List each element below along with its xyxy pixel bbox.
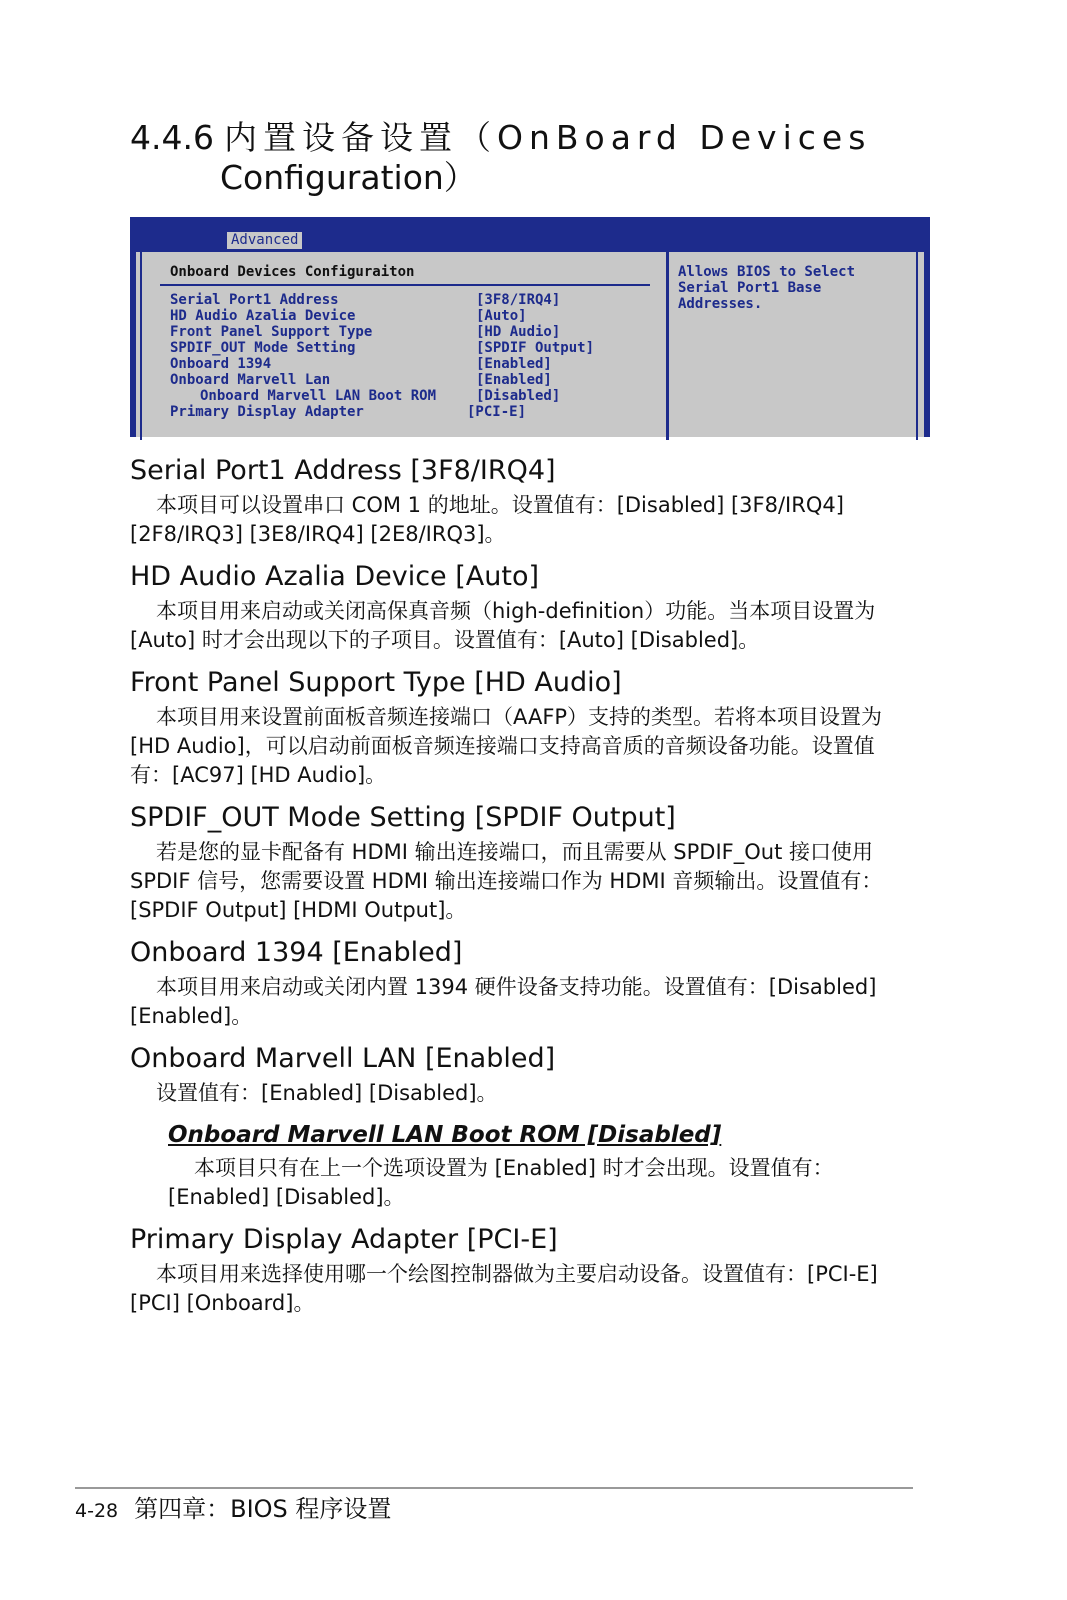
item-description: 设置值有：[Enabled] [Disabled]。 [156,1081,498,1105]
menu-item-serial-port1[interactable] [170,292,670,308]
menu-item-value[interactable]: [Enabled] [476,356,552,372]
footer-divider [75,1487,913,1489]
menu-item-marvell-lan[interactable] [170,372,670,388]
item-description: 本项目用来选择使用哪一个绘图控制器做为主要启动设备。设置值有：[PCI-E] [PCI] [Onboard]。 [130,1262,878,1315]
item-description: 本项目用来设置前面板音频连接端口（AAFP）支持的类型。若将本项目设置为 [HD Audio]，可以启动前面板音频连接端口支持高音质的音频设备功能。设置值有：[AC97] [HD Audio]。 [130,705,883,787]
menu-item-label: Onboard 1394 [170,356,272,372]
section-heading [130,118,930,198]
menu-item-value[interactable]: [SPDIF Output] [476,340,595,356]
section-title: 内置设备设置（OnBoard Devices [223,118,872,157]
item-description: 若是您的显卡配备有 HDMI 输出连接端口，而且需要从 SPDIF_Out 接口使用 SPDIF 信号，您需要设置 HDMI 输出连接端口作为 HDMI 音频输出。设置值有：[SPDIF Output] [HDMI Output]。 [130,840,883,922]
menu-item-value[interactable]: [Disabled] [476,388,561,404]
menu-item-label: HD Audio Azalia Device [170,308,356,324]
item-marvell-lan [130,1043,914,1212]
help-line: Allows BIOS to Select [678,264,856,280]
subitem-description: 本项目只有在上一个选项设置为 [Enabled] 时才会出现。设置值有：[Enabled] [Disabled]。 [168,1156,834,1209]
menu-item-value[interactable]: [HD Audio] [476,324,561,340]
item-title: Onboard 1394 [Enabled] [130,937,463,968]
menu-item-label: Onboard Marvell LAN Boot ROM [200,388,437,404]
item-title: Primary Display Adapter [PCI-E] [130,1224,558,1255]
item-primary-display [130,1224,914,1318]
item-description: 本项目用来启动或关闭内置 1394 硬件设备支持功能。设置值有：[Disabled] [Enabled]。 [130,975,877,1028]
item-onboard-1394 [130,937,914,1031]
item-serial-port1 [130,455,914,549]
page-footer [75,1494,391,1526]
panel-border-left [140,252,142,440]
bios-panel [136,249,924,437]
menu-item-spdif-out[interactable] [170,340,670,356]
bios-tab-bar [130,217,930,249]
page-number: 4-28 [75,1500,119,1522]
item-title: SPDIF_OUT Mode Setting [SPDIF Output] [130,802,676,833]
subitem-title: Onboard Marvell LAN Boot ROM [Disabled] [168,1122,722,1148]
section-number: 4.4.6 [130,118,214,157]
menu-item-value[interactable]: [Enabled] [476,372,552,388]
menu-item-primary-display[interactable] [170,404,670,420]
item-title: HD Audio Azalia Device [Auto] [130,561,539,592]
menu-item-label: SPDIF_OUT Mode Setting [170,340,356,356]
panel-title-underline [160,284,650,286]
menu-item-marvell-boot-rom[interactable] [170,388,670,404]
tab-advanced[interactable]: Advanced [227,232,302,249]
item-description: 本项目可以设置串口 COM 1 的地址。设置值有：[Disabled] [3F8/IRQ4] [2F8/IRQ3] [3E8/IRQ4] [2E8/IRQ3]。 [130,493,844,546]
bios-screenshot [130,217,930,437]
item-front-panel [130,667,914,790]
menu-item-value[interactable]: [PCI-E] [467,404,527,420]
panel-title: Onboard Devices Configuraiton [170,264,415,280]
menu-item-front-panel[interactable] [170,324,670,340]
menu-item-onboard-1394[interactable] [170,356,670,372]
menu-item-label: Primary Display Adapter [170,404,364,420]
item-title: Serial Port1 Address [3F8/IRQ4] [130,455,556,486]
menu-item-value[interactable]: [Auto] [476,308,527,324]
item-hd-audio [130,561,914,655]
item-title: Front Panel Support Type [HD Audio] [130,667,622,698]
menu-item-hd-audio[interactable] [170,308,670,324]
bios-menu [170,292,670,420]
menu-item-label: Serial Port1 Address [170,292,339,308]
help-line: Serial Port1 Base [678,280,822,296]
chapter-title: 第四章：BIOS 程序设置 [134,1495,392,1523]
menu-item-label: Front Panel Support Type [170,324,373,340]
menu-item-label: Onboard Marvell Lan [170,372,331,388]
section-title-line2: Configuration） [220,158,477,197]
menu-item-value[interactable]: [3F8/IRQ4] [476,292,561,308]
item-spdif-out [130,802,914,925]
item-description: 本项目用来启动或关闭高保真音频（high-definition）功能。当本项目设置为 [Auto] 时才会出现以下的子项目。设置值有：[Auto] [Disabled]。 [130,599,876,652]
item-title: Onboard Marvell LAN [Enabled] [130,1043,556,1074]
help-line: Addresses. [678,296,763,312]
help-text [678,264,908,312]
content [130,455,914,1330]
panel-border-right [916,252,918,440]
